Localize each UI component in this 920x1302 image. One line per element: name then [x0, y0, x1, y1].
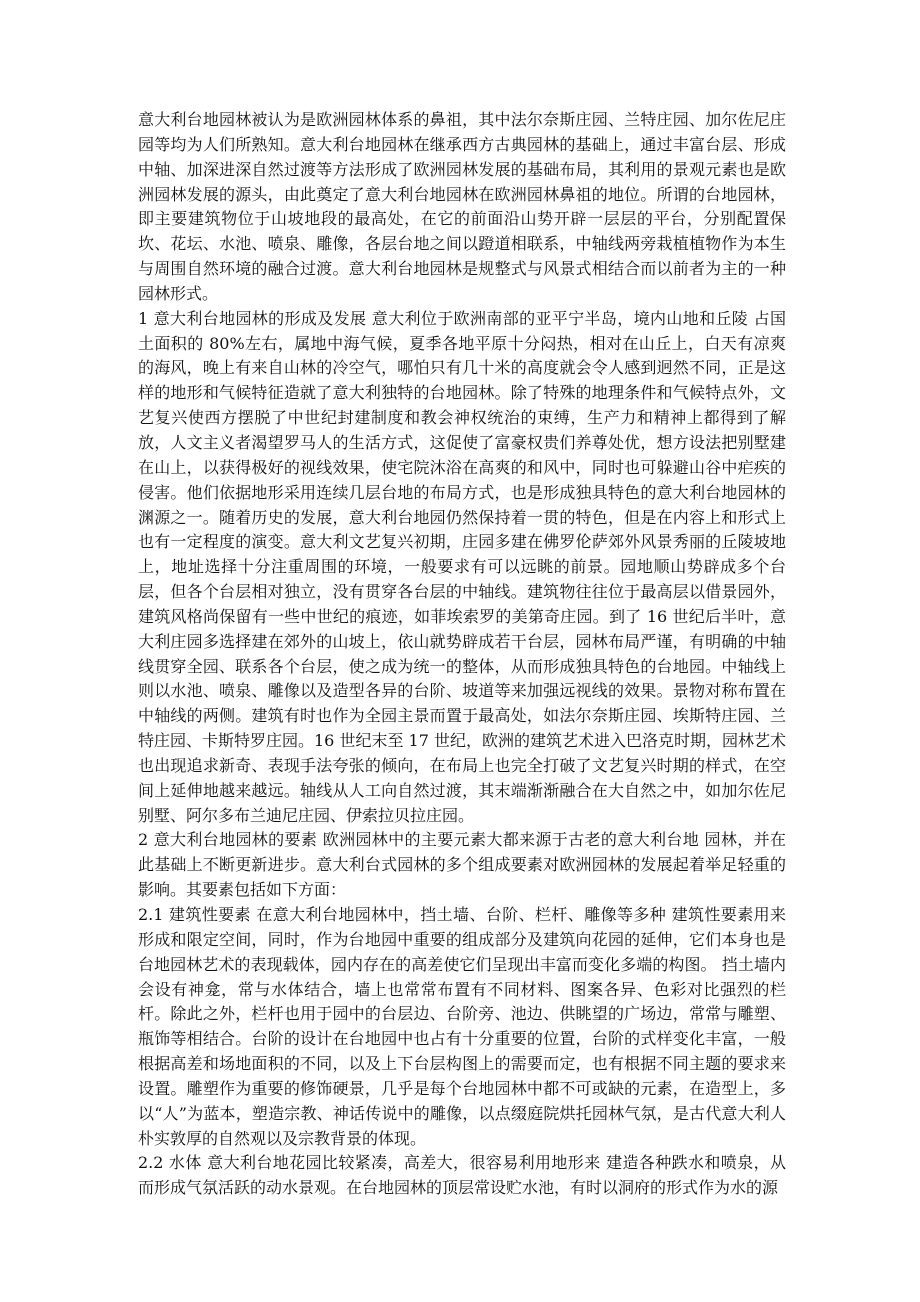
document-body	[138, 108, 786, 1201]
section-2-2-paragraph: 2.2 水体 意大利台地花园比较紧凑，高差大，很容易利用地形来 建造各种跌水和喷泉，从而形成气氛活跃的动水景观。在台地园林的顶层常设贮水池，有时以洞府的形式作为水的源	[138, 1153, 786, 1198]
intro-paragraph: 意大利台地园林被认为是欧洲园林体系的鼻祖，其中法尔奈斯庄园、兰特庄园、加尔佐尼庄园等均为人们所熟知。意大利台地园林在继承西方古典园林的基础上，通过丰富台层、形成中轴、加深进深自然过渡等方法形成了欧洲园林发展的基础布局，其利用的景观元素也是欧洲园林发展的源头，由此奠定了意大利台地园林在欧洲园林鼻祖的地位。所谓的台地园林，即主要建筑物位于山坡地段的最高处，在它的前面沿山势开辟一层层的平台，分别配置保坎、花坛、水池、喷泉、雕像，各层台地之间以蹬道相联系，中轴线两旁栽植植物作为本生与周围自然环境的融合过渡。意大利台地园林是规整式与风景式相结合而以前者为主的一种园林形式。	[138, 110, 786, 303]
section-2-paragraph: 2 意大利台地园林的要素 欧洲园林中的主要元素大都来源于古老的意大利台地 园林，并在此基础上不断更新进步。意大利台式园林的多个组成要素对欧洲园林的发展起着举足轻重的影响。其要素包括如下方面：	[138, 830, 786, 900]
section-1-paragraph: 1 意大利台地园林的形成及发展 意大利位于欧洲南部的亚平宁半岛，境内山地和丘陵 占国土面积的 80%左右，属地中海气候，夏季各地平原十分闷热，相对在山丘上，白天有凉爽的海风，晚上有来自山林的冷空气，哪怕只有几十米的高度就会令人感到迥然不同，正是这样的地形和气候特征造就了意大利独特的台地园林。除了特殊的地理条件和气候特点外，文艺复兴使西方摆脱了中世纪封建制度和教会神权统治的束缚，生产力和精神上都得到了解放，人文主义者渴望罗马人的生活方式，这促使了富豪权贵们养尊处优，想方设法把别墅建在山上，以获得极好的视线效果，使宅院沐浴在高爽的和风中，同时也可躲避山谷中疟疾的侵害。他们依据地形采用连续几层台地的布局方式，也是形成独具特色的意大利台地园林的渊源之一。随着历史的发展，意大利台地园仍然保持着一贯的特色，但是在内容上和形式上也有一定程度的演变。意大利文艺复兴初期，庄园多建在佛罗伦萨郊外风景秀丽的丘陵坡地上，地址选择十分注重周围的环境，一般要求有可以远眺的前景。园地顺山势辟成多个台层，但各个台层相对独立，没有贯穿各台层的中轴线。建筑物往往位于最高层以借景园外，建筑风格尚保留有一些中世纪的痕迹，如菲埃索罗的美第奇庄园。到了 16 世纪后半叶，意大利庄园多选择建在郊外的山坡上，依山就势辟成若干台层，园林布局严谨，有明确的中轴线贯穿全园、联系各个台层，使之成为统一的整体，从而形成独具特色的台地园。中轴线上则以水池、喷泉、雕像以及造型各异的台阶、坡道等来加强远视线的效果。景物对称布置在中轴线的两侧。建筑有时也作为全园主景而置于最高处，如法尔奈斯庄园、埃斯特庄园、兰特庄园、卡斯特罗庄园。16 世纪末至 17 世纪，欧洲的建筑艺术进入巴洛克时期，园林艺术也出现追求新奇、表现手法夸张的倾向，在布局上也完全打破了文艺复兴时期的样式，在空间上延伸地越来越远。轴线从人工向自然过渡，其末端渐渐融合在大自然之中，如加尔佐尼别墅、阿尔多布兰迪尼庄园、伊索拉贝拉庄园。	[138, 308, 786, 825]
section-2-1-paragraph: 2.1 建筑性要素 在意大利台地园林中，挡土墙、台阶、栏杆、雕像等多种 建筑性要素用来形成和限定空间，同时，作为台地园中重要的组成部分及建筑向花园的延伸，它们本身也是台地园林艺术的表现载体，园内存在的高差使它们呈现出丰富而变化多端的构图。 挡土墙内会设有神龛，常与水体结合，墙上也常常布置有不同材料、图案各异、色彩对比强烈的栏杆。除此之外，栏杆也用于园中的台层边、台阶旁、池边、供眺望的广场边，常常与雕塑、瓶饰等相结合。台阶的设计在台地园中也占有十分重要的位置，台阶的式样变化丰富，一般根据高差和场地面积的不同，以及上下台层构图上的需要而定，也有根据不同主题的要求来设置。雕塑作为重要的修饰硬景，几乎是每个台地园林中都不可或缺的元素，在造型上，多以“人”为蓝本，塑造宗教、神话传说中的雕像，以点缀庭院烘托园林气氛，是古代意大利人朴实敦厚的自然观以及宗教背景的体现。	[138, 905, 786, 1148]
